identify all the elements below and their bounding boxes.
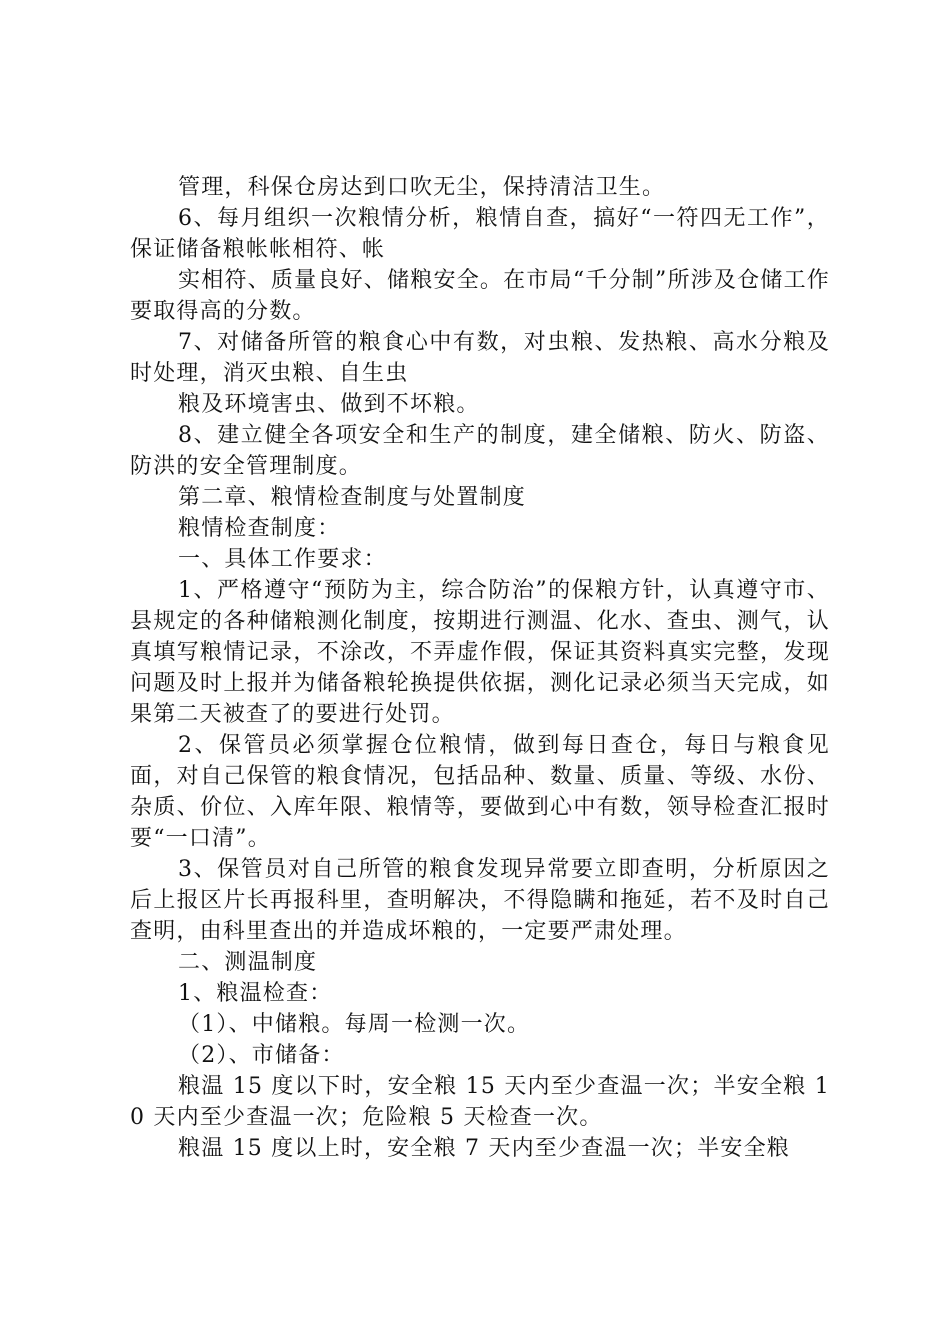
below-15-rule: 粮温 15 度以下时，安全粮 15 天内至少查温一次；半安全粮 10 天内至少查温一次；危险粮 5 天检查一次。	[130, 1074, 830, 1130]
city-reserve-item: （2）、市储备：	[178, 1043, 345, 1068]
paragraph-6: 8、建立健全各项安全和生产的制度，建全储粮、防火、防盗、防洪的安全管理制度。	[130, 423, 830, 479]
section-heading: 粮情检查制度：	[178, 516, 341, 541]
paragraph-5: 粮及环境害虫、做到不坏粮。	[178, 392, 480, 417]
document-body	[130, 172, 830, 1164]
grain-temp-check-heading: 1、粮温检查：	[178, 981, 333, 1006]
paragraph-item-3: 3、保管员对自己所管的粮食发现异常要立即查明，分析原因之后上报区片长再报科里，查明解决，不得隐瞒和拖延，若不及时自己查明，由科里查出的并造成坏粮的，一定要严肃处理。	[130, 857, 830, 944]
subsection-heading-1: 一、具体工作要求：	[178, 547, 387, 572]
above-15-rule: 粮温 15 度以上时，安全粮 7 天内至少查温一次；半安全粮	[178, 1136, 790, 1161]
paragraph-1: 管理，科保仓房达到口吹无尘，保持清洁卫生。	[178, 175, 666, 200]
subsection-heading-2: 二、测温制度	[178, 950, 318, 975]
paragraph-3: 实相符、质量良好、储粮安全。在市局“千分制”所涉及仓储工作要取得高的分数。	[130, 268, 830, 324]
paragraph-2: 6、每月组织一次粮情分析，粮情自查，搞好“一符四无工作”，保证储备粮帐帐相符、帐	[130, 206, 830, 262]
paragraph-4: 7、对储备所管的粮食心中有数，对虫粮、发热粮、高水分粮及时处理，消灭虫粮、自生虫	[130, 330, 830, 386]
paragraph-item-1: 1、严格遵守“预防为主，综合防治”的保粮方针，认真遵守市、县规定的各种储粮测化制度，按期进行测温、化水、查虫、测气，认真填写粮情记录，不涂改，不弄虚作假，保证其资料真实完整，发现问题及时上报并为储备粮轮换提供依据，测化记录必须当天完成，如果第二天被查了的要进行处罚。	[130, 578, 830, 727]
paragraph-item-2: 2、保管员必须掌握仓位粮情，做到每日查仓，每日与粮食见面，对自己保管的粮食情况，包括品种、数量、质量、等级、水份、杂质、价位、入库年限、粮情等，要做到心中有数，领导检查汇报时要“一口清”。	[130, 733, 830, 851]
chapter-heading: 第二章、粮情检查制度与处置制度	[178, 485, 527, 510]
central-reserve-item: （1）、中储粮。每周一检测一次。	[178, 1012, 531, 1037]
